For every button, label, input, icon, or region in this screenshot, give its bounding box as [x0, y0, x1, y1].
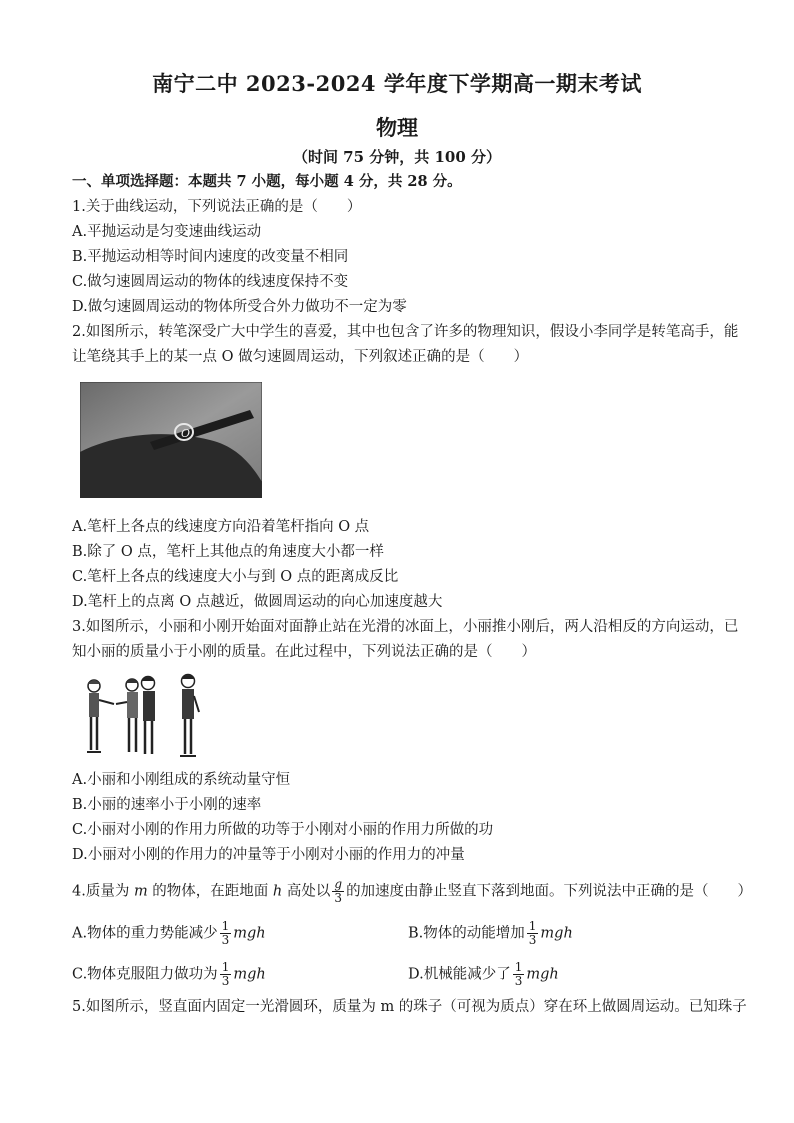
section-heading: 一、单项选择题：本题共 7 小题，每小题 4 分，共 28 分。 — [72, 173, 462, 190]
pen-spinning-photo — [80, 382, 262, 498]
q4-option-c: C.物体克服阻力做功为 $\frac{1}{3}$ mgh — [72, 960, 266, 988]
q3-option-d: D.小丽对小刚的作用力的冲量等于小刚对小丽的作用力的冲量 — [72, 847, 465, 863]
q4-stem — [72, 878, 752, 905]
q4-stem-part-c: 高处以 — [282, 883, 331, 900]
q5-stem-line1: 5.如图所示，竖直面内固定一光滑圆环，质量为 m 的珠子（可视为质点）穿在环上做圆周运动。已知珠子 — [72, 999, 747, 1015]
q1-option-b: B.平抛运动相等时间内速度的改变量不相同 — [72, 249, 349, 265]
q4-option-a: A.物体的重力势能减少 $\frac{1}{3}$ mgh — [72, 919, 266, 947]
q2-stem-line1: 2.如图所示，转笔深受广大中学生的喜爱，其中也包含了许多的物理知识，假设小李同学是转笔高手，能 — [72, 324, 739, 340]
q4-var-h: h — [272, 883, 283, 900]
q3-stem-line2: 知小丽的质量小于小刚的质量。在此过程中，下列说法正确的是（ ） — [72, 644, 536, 660]
q3-option-c: C.小丽对小刚的作用力所做的功等于小刚对小丽的作用力所做的功 — [72, 822, 494, 838]
q4-option-b: B.物体的动能增加 $\frac{1}{3}$ mgh — [408, 919, 573, 947]
q3-stem-line1: 3.如图所示，小丽和小刚开始面对面静止站在光滑的冰面上，小丽推小刚后，两人沿相反的方向运动，已 — [72, 619, 739, 635]
q1-option-c: C.做匀速圆周运动的物体的线速度保持不变 — [72, 274, 349, 290]
subject-title: 物理 — [376, 115, 418, 140]
q3-option-a: A.小丽和小刚组成的系统动量守恒 — [72, 772, 291, 788]
time-info: （时间 75 分钟，共 100 分） — [292, 148, 502, 166]
q2-option-d: D.笔杆上的点离 O 点越近，做圆周运动的向心加速度越大 — [72, 594, 443, 610]
q1-option-a: A.平抛运动是匀变速曲线运动 — [72, 224, 262, 240]
point-o-label: O — [181, 427, 191, 440]
q2-option-c: C.笔杆上各点的线速度大小与到 O 点的距离成反比 — [72, 569, 399, 585]
q2-stem-line2: 让笔绕其手上的某一点 O 做匀速圆周运动，下列叙述正确的是（ ） — [72, 349, 529, 365]
q4-stem-part-b: 的物体，在距地面 — [147, 883, 273, 900]
q2-option-a: A.笔杆上各点的线速度方向沿着笔杆指向 O 点 — [72, 519, 370, 535]
q4-stem-part-d: 的加速度由静止竖直下落到地面。下列说法中正确的是（ ） — [346, 883, 753, 900]
skaters-illustration — [80, 672, 212, 764]
q2-option-b: B.除了 O 点，笔杆上其他点的角速度大小都一样 — [72, 544, 384, 560]
q4-stem-part-a: 4.质量为 — [72, 883, 134, 900]
q4-fraction-g-over-3: $\frac{g}{3}$ — [334, 877, 343, 905]
exam-title: 南宁二中 2023-2024 学年度下学期高一期末考试 — [152, 71, 642, 96]
q1-stem: 1.关于曲线运动，下列说法正确的是（ ） — [72, 199, 362, 215]
q4-var-m: m — [133, 883, 148, 900]
q1-option-d: D.做匀速圆周运动的物体所受合外力做功不一定为零 — [72, 299, 407, 315]
q3-option-b: B.小丽的速率小于小刚的速率 — [72, 797, 262, 813]
q4-option-d: D.机械能减少了 $\frac{1}{3}$ mgh — [408, 960, 559, 988]
